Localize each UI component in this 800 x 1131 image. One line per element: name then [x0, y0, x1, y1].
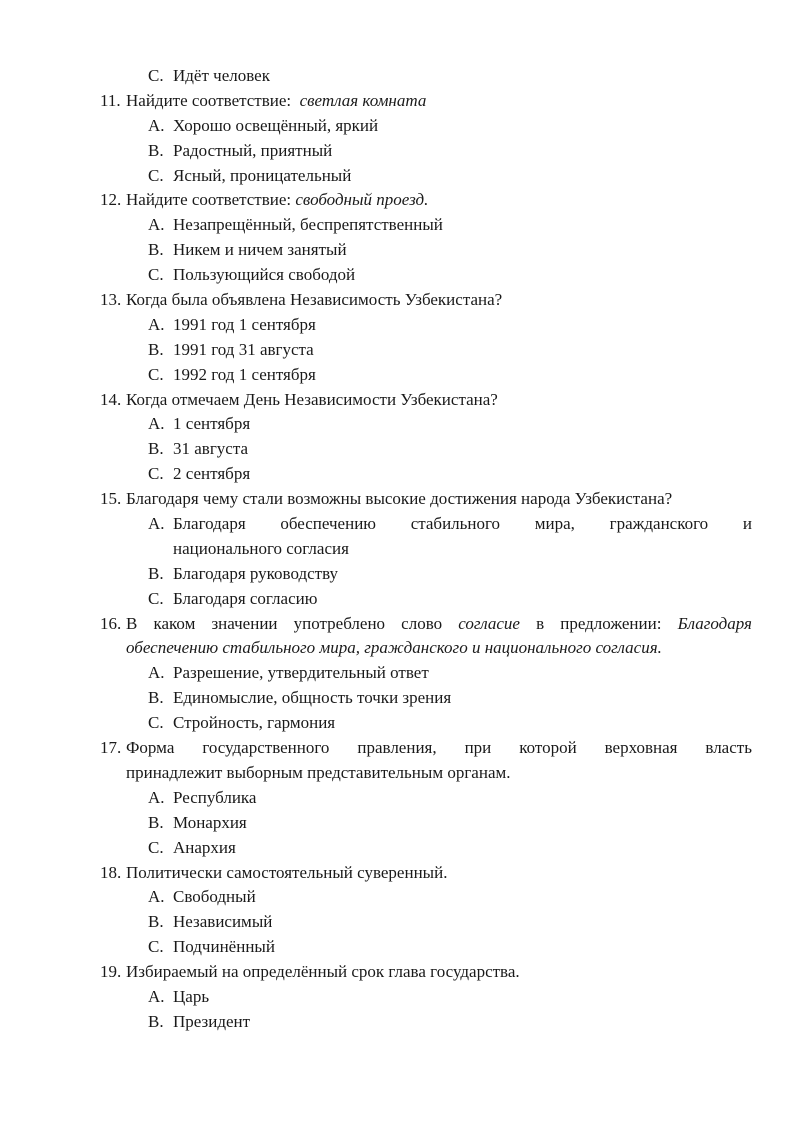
- option-text: Радостный, приятный: [173, 140, 333, 160]
- option-letter: B.: [148, 1011, 164, 1031]
- option-letter: B.: [148, 339, 164, 359]
- option-word: и: [742, 514, 752, 534]
- question-number: 17.: [100, 738, 122, 758]
- option-text: Пользующийся свободой: [173, 265, 356, 285]
- option-line: [0, 313, 800, 338]
- option-text: Разрешение, утвердительный ответ: [173, 663, 429, 683]
- option-text: Свободный: [173, 887, 256, 907]
- question-text: Найдите соответствие:: [126, 190, 292, 210]
- option-word: обеспечению: [280, 514, 376, 534]
- option-letter: C.: [148, 165, 164, 185]
- question-line: [0, 487, 800, 512]
- option-line: [0, 686, 800, 711]
- option-text: Царь: [173, 986, 210, 1006]
- option-line: [0, 661, 800, 686]
- option-line: [0, 64, 800, 89]
- option-text: Ясный, проницательный: [173, 165, 352, 185]
- question-text: Благодаря чему стали возможны высокие достижения народа Узбекистана?: [126, 489, 673, 509]
- question-number: 18.: [100, 862, 122, 882]
- option-line: [0, 836, 800, 861]
- option-text: Подчинённый: [173, 937, 275, 957]
- question-word: в: [536, 613, 545, 633]
- option-line: [0, 985, 800, 1010]
- question-word: слово: [401, 613, 443, 633]
- option-letter: C.: [148, 713, 164, 733]
- option-text: 1992 год 1 сентября: [173, 364, 316, 384]
- question-word: употреблено: [293, 613, 386, 633]
- question-word: власть: [705, 738, 752, 758]
- question-line: [0, 288, 800, 313]
- option-text: Никем и ничем занятый: [173, 240, 347, 260]
- question-term: согласие: [458, 613, 520, 633]
- question-word: каком: [153, 613, 196, 633]
- question-quote: обеспечению стабильного мира, гражданского и национального согласия.: [126, 638, 662, 658]
- question-term: светлая комната: [299, 90, 427, 110]
- question-text: Когда была объявлена Независимость Узбекистана?: [126, 290, 503, 310]
- option-line: [0, 935, 800, 960]
- question-word: значении: [211, 613, 278, 633]
- option-text: 1 сентября: [173, 414, 251, 434]
- option-text: 2 сентября: [173, 464, 251, 484]
- question-word: при: [464, 738, 492, 758]
- question-number: 14.: [100, 389, 122, 409]
- question-number: 15.: [100, 489, 122, 509]
- option-word: Благодаря: [173, 514, 246, 534]
- option-text: Президент: [173, 1011, 251, 1031]
- option-letter: A.: [148, 887, 165, 907]
- option-line: [0, 213, 800, 238]
- option-text: 1991 год 31 августа: [173, 339, 314, 359]
- option-line: [0, 412, 800, 437]
- question-number: 16.: [100, 613, 122, 633]
- question-term: Благодаря: [677, 613, 752, 633]
- option-letter: B.: [148, 912, 164, 932]
- option-text: Благодаря согласию: [173, 588, 318, 608]
- option-letter: B.: [148, 563, 164, 583]
- question-line: [0, 736, 800, 761]
- question-continuation: принадлежит выборным представительным органам.: [126, 762, 511, 782]
- option-text: Анархия: [173, 837, 236, 857]
- option-letter: B.: [148, 688, 164, 708]
- option-line: [0, 910, 800, 935]
- question-text: Когда отмечаем День Независимости Узбекистана?: [126, 389, 498, 409]
- question-line: [0, 89, 800, 114]
- option-word: гражданского: [609, 514, 709, 534]
- question-number: 11.: [100, 90, 121, 110]
- option-letter: C.: [148, 265, 164, 285]
- option-line: [0, 437, 800, 462]
- question-number: 19.: [100, 962, 122, 982]
- option-line: [0, 885, 800, 910]
- option-letter: B.: [148, 240, 164, 260]
- option-continuation: национального согласия: [173, 538, 349, 558]
- option-text: Хорошо освещённый, яркий: [173, 115, 379, 135]
- option-line: [0, 1010, 800, 1035]
- option-text: Единомыслие, общность точки зрения: [173, 688, 452, 708]
- option-letter: C.: [148, 937, 164, 957]
- option-line: [0, 139, 800, 164]
- option-letter: C.: [148, 837, 164, 857]
- option-letter: C.: [148, 464, 164, 484]
- option-letter: B.: [148, 812, 164, 832]
- option-line: [0, 363, 800, 388]
- option-line: [0, 164, 800, 189]
- option-text: Независимый: [173, 912, 273, 932]
- option-line: [0, 338, 800, 363]
- option-letter: C.: [148, 66, 164, 85]
- question-term: свободный проезд.: [295, 190, 429, 210]
- question-word: Форма: [126, 738, 175, 758]
- option-letter: A.: [148, 414, 165, 434]
- option-line: [0, 238, 800, 263]
- option-text: Республика: [173, 787, 257, 807]
- option-letter: A.: [148, 986, 165, 1006]
- option-letter: B.: [148, 140, 164, 160]
- option-line: [0, 512, 800, 537]
- question-number: 13.: [100, 290, 122, 310]
- document-page: [0, 64, 800, 1035]
- question-line: [0, 861, 800, 886]
- question-text: Избираемый на определённый срок глава государства.: [126, 962, 520, 982]
- option-letter: C.: [148, 588, 164, 608]
- option-line: [0, 786, 800, 811]
- question-line: [0, 188, 800, 213]
- question-word: В: [126, 613, 138, 633]
- option-line: [0, 587, 800, 612]
- option-letter: A.: [148, 514, 165, 534]
- option-line: [0, 462, 800, 487]
- option-line: [0, 263, 800, 288]
- option-word: стабильного: [410, 514, 501, 534]
- question-text: Найдите соответствие:: [126, 90, 292, 110]
- option-line: [0, 811, 800, 836]
- option-text: 31 августа: [173, 439, 249, 459]
- question-word: государственного: [202, 738, 330, 758]
- option-text: Монархия: [173, 812, 247, 832]
- option-letter: A.: [148, 787, 165, 807]
- question-line: [0, 612, 800, 637]
- question-word: правления,: [357, 738, 437, 758]
- question-continuation: [0, 636, 800, 661]
- question-line: [0, 388, 800, 413]
- option-text: Благодаря руководству: [173, 563, 339, 583]
- option-line: [0, 562, 800, 587]
- option-text: Идёт человек: [173, 66, 270, 85]
- option-word: мира,: [534, 514, 575, 534]
- question-line: [0, 960, 800, 985]
- option-letter: C.: [148, 364, 164, 384]
- option-text: 1991 год 1 сентября: [173, 314, 316, 334]
- question-number: 12.: [100, 190, 122, 210]
- option-line: [0, 114, 800, 139]
- question-word: предложении:: [560, 613, 662, 633]
- option-text: Незапрещённый, беспрепятственный: [173, 215, 443, 235]
- question-word: верховная: [604, 738, 678, 758]
- option-letter: A.: [148, 314, 165, 334]
- option-letter: A.: [148, 663, 165, 683]
- option-letter: A.: [148, 215, 165, 235]
- question-word: которой: [519, 738, 577, 758]
- question-text: Политически самостоятельный суверенный.: [126, 862, 448, 882]
- option-line: [0, 711, 800, 736]
- option-text: Стройность, гармония: [173, 713, 336, 733]
- option-letter: B.: [148, 439, 164, 459]
- option-letter: A.: [148, 115, 165, 135]
